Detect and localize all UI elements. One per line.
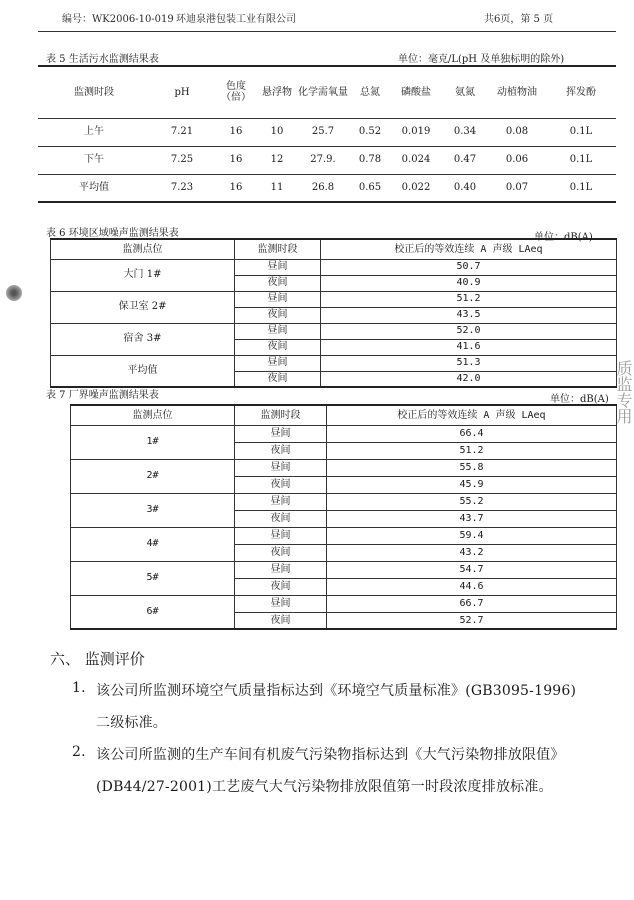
item-1-line1: 该公司所监测环境空气质量指标达到《环境空气质量标准》(GB3095-1996) xyxy=(96,683,577,699)
table5-header: 氨氮 xyxy=(442,66,488,118)
period-cell: 昼间 xyxy=(235,291,321,307)
table7-header: 监测点位 xyxy=(71,405,235,425)
table5-cell: 0.47 xyxy=(442,146,488,174)
table-row xyxy=(71,425,617,442)
table5-cell: 26.8 xyxy=(296,174,350,202)
table-row xyxy=(71,595,617,612)
table5-cell: 上午 xyxy=(38,118,150,146)
period-cell: 夜间 xyxy=(235,510,327,527)
table5-header: 悬浮物 xyxy=(258,66,296,118)
item-2-number: 2. xyxy=(72,744,86,760)
value-cell: 51.2 xyxy=(321,291,617,307)
table-row xyxy=(38,174,616,202)
value-cell: 40.9 xyxy=(321,275,617,291)
table7-boundary-noise xyxy=(70,404,617,630)
period-cell: 昼间 xyxy=(235,355,321,371)
value-cell: 43.7 xyxy=(327,510,617,527)
period-cell: 昼间 xyxy=(235,323,321,339)
value-cell: 43.2 xyxy=(327,544,617,561)
period-cell: 昼间 xyxy=(235,493,327,510)
table5-cell: 下午 xyxy=(38,146,150,174)
site-cell: 大门 1# xyxy=(51,259,235,291)
table6-header: 监测时段 xyxy=(235,239,321,259)
site-cell: 平均值 xyxy=(51,355,235,387)
value-cell: 52.0 xyxy=(321,323,617,339)
section-title: 六、 监测评价 xyxy=(50,650,145,668)
table5-cell: 0.06 xyxy=(488,146,546,174)
site-cell: 3# xyxy=(71,493,235,527)
table7-header-row xyxy=(71,405,617,425)
site-cell: 6# xyxy=(71,595,235,629)
table5-cell: 0.024 xyxy=(390,146,442,174)
period-cell: 昼间 xyxy=(235,561,327,578)
table5-cell: 0.1L xyxy=(546,146,616,174)
table5-cell: 0.07 xyxy=(488,174,546,202)
value-cell: 52.7 xyxy=(327,612,617,629)
page-number: 共6页，第 5 页 xyxy=(484,14,554,25)
table5-cell: 16 xyxy=(214,146,258,174)
table5-cell: 0.019 xyxy=(390,118,442,146)
value-cell: 45.9 xyxy=(327,476,617,493)
value-cell: 66.7 xyxy=(327,595,617,612)
table6-header-row xyxy=(51,239,617,259)
table5-cell: 7.23 xyxy=(150,174,214,202)
header-rule xyxy=(38,31,616,32)
table5-water-results xyxy=(38,65,616,203)
period-cell: 昼间 xyxy=(235,259,321,275)
period-cell: 昼间 xyxy=(235,425,327,442)
period-cell: 夜间 xyxy=(235,544,327,561)
table6-header: 监测点位 xyxy=(51,239,235,259)
table5-caption: 表 5 生活污水监测结果表 xyxy=(46,54,159,65)
table5-cell: 16 xyxy=(214,118,258,146)
period-cell: 夜间 xyxy=(235,371,321,387)
table5-cell: 27.9. xyxy=(296,146,350,174)
period-cell: 夜间 xyxy=(235,578,327,595)
table5-cell: 0.34 xyxy=(442,118,488,146)
table7-header: 监测时段 xyxy=(235,405,327,425)
table-row xyxy=(51,259,617,275)
value-cell: 41.6 xyxy=(321,339,617,355)
period-cell: 夜间 xyxy=(235,442,327,459)
period-cell: 昼间 xyxy=(235,459,327,476)
table5-cell: 25.7 xyxy=(296,118,350,146)
table-row xyxy=(38,146,616,174)
site-cell: 2# xyxy=(71,459,235,493)
table5-cell: 0.08 xyxy=(488,118,546,146)
value-cell: 44.6 xyxy=(327,578,617,595)
value-cell: 50.7 xyxy=(321,259,617,275)
value-cell: 55.8 xyxy=(327,459,617,476)
table5-header: 化学需氧量 xyxy=(296,66,350,118)
site-cell: 5# xyxy=(71,561,235,595)
table6-area-noise xyxy=(50,238,617,388)
table5-header: 磷酸盐 xyxy=(390,66,442,118)
table-row xyxy=(51,355,617,371)
table5-header-row xyxy=(38,66,616,118)
table6-caption: 表 6 环境区域噪声监测结果表 xyxy=(46,228,179,239)
value-cell: 43.5 xyxy=(321,307,617,323)
table5-header: pH xyxy=(150,66,214,118)
table5-unit: 单位：毫克/L(pH 及单独标明的除外) xyxy=(398,54,565,65)
table7-header: 校正后的等效连续 A 声级 LAeq xyxy=(327,405,617,425)
site-cell: 1# xyxy=(71,425,235,459)
period-cell: 昼间 xyxy=(235,527,327,544)
table5-cell: 7.25 xyxy=(150,146,214,174)
table5-cell: 0.1L xyxy=(546,174,616,202)
value-cell: 55.2 xyxy=(327,493,617,510)
table6-header: 校正后的等效连续 A 声级 LAeq xyxy=(321,239,617,259)
table5-header: 挥发酚 xyxy=(546,66,616,118)
value-cell: 66.4 xyxy=(327,425,617,442)
table-row xyxy=(71,527,617,544)
site-cell: 保卫室 2# xyxy=(51,291,235,323)
item-2-line1: 该公司所监测的生产车间有机废气污染物指标达到《大气污染物排放限值》 xyxy=(96,747,565,763)
site-cell: 宿舍 3# xyxy=(51,323,235,355)
table5-header: 动植物油 xyxy=(488,66,546,118)
margin-stamp-text: 质监专用 xyxy=(614,360,633,424)
punch-hole-mark xyxy=(6,285,22,301)
table5-cell: 0.40 xyxy=(442,174,488,202)
item-1-number: 1. xyxy=(72,680,86,696)
table-row xyxy=(51,323,617,339)
table7-caption: 表 7 厂界噪声监测结果表 xyxy=(46,390,159,401)
table5-header: 总氮 xyxy=(350,66,390,118)
period-cell: 昼间 xyxy=(235,595,327,612)
table6-unit: 单位：dB(A) xyxy=(534,232,593,243)
value-cell: 51.2 xyxy=(327,442,617,459)
site-cell: 4# xyxy=(71,527,235,561)
value-cell: 54.7 xyxy=(327,561,617,578)
item-1-line2: 二级标准。 xyxy=(96,715,167,731)
table5-cell: 12 xyxy=(258,146,296,174)
table5-cell: 0.78 xyxy=(350,146,390,174)
period-cell: 夜间 xyxy=(235,339,321,355)
table5-cell: 0.52 xyxy=(350,118,390,146)
item-2-line2: (DB44/27-2001)工艺废气大气污染物排放限值第一时段浓度排放标准。 xyxy=(96,779,553,795)
value-cell: 51.3 xyxy=(321,355,617,371)
table-row xyxy=(71,459,617,476)
table5-header: 色度（倍） xyxy=(214,66,258,118)
table5-cell: 平均值 xyxy=(38,174,150,202)
table5-cell: 10 xyxy=(258,118,296,146)
table-row xyxy=(38,118,616,146)
value-cell: 42.0 xyxy=(321,371,617,387)
table5-cell: 0.65 xyxy=(350,174,390,202)
table-row xyxy=(71,493,617,510)
period-cell: 夜间 xyxy=(235,476,327,493)
value-cell: 59.4 xyxy=(327,527,617,544)
period-cell: 夜间 xyxy=(235,275,321,291)
table5-cell: 16 xyxy=(214,174,258,202)
period-cell: 夜间 xyxy=(235,307,321,323)
table5-header: 监测时段 xyxy=(38,66,150,118)
doc-number: 编号：WK2006-10-019 xyxy=(62,14,174,25)
table5-cell: 7.21 xyxy=(150,118,214,146)
table7-unit: 单位：dB(A) xyxy=(550,394,609,405)
company-name: 环迪泉港包装工业有限公司 xyxy=(176,14,296,25)
table5-cell: 0.022 xyxy=(390,174,442,202)
table-row xyxy=(71,561,617,578)
table-row xyxy=(51,291,617,307)
period-cell: 夜间 xyxy=(235,612,327,629)
table5-cell: 11 xyxy=(258,174,296,202)
table5-cell: 0.1L xyxy=(546,118,616,146)
